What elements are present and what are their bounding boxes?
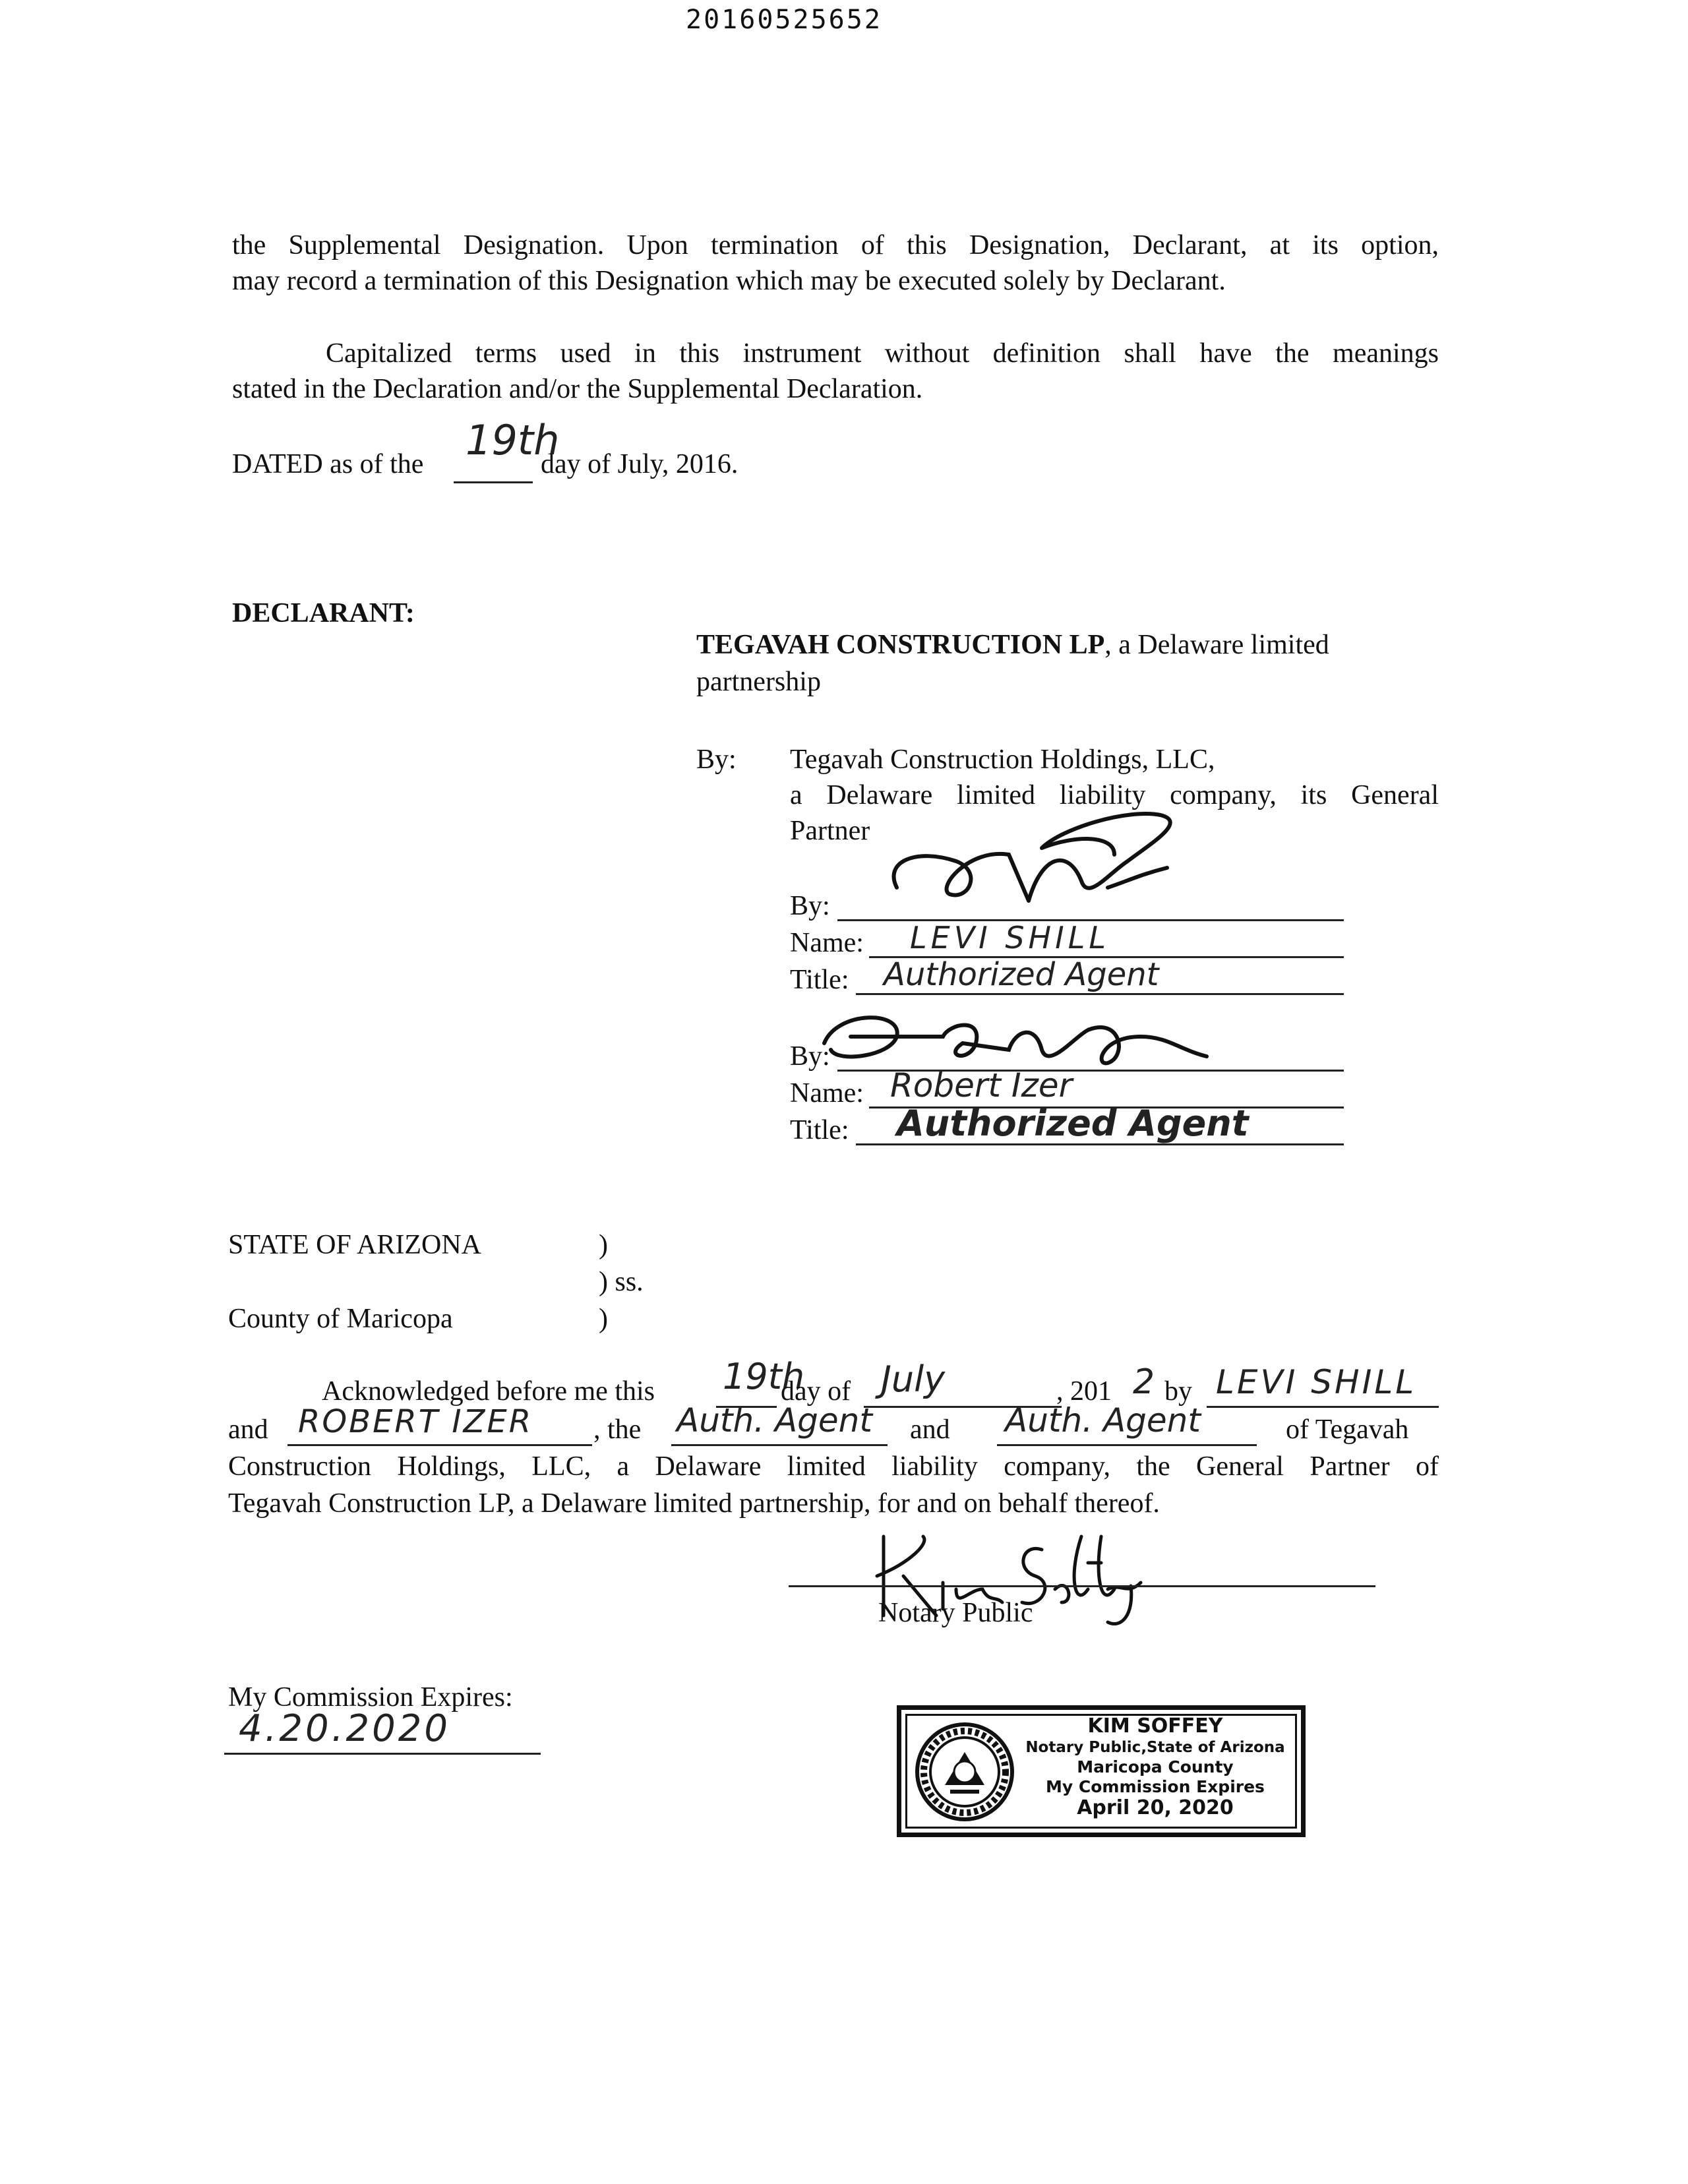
ack-prefix: Acknowledged before me this bbox=[322, 1376, 655, 1407]
stamp-line: Notary Public,State of Arizona bbox=[1025, 1739, 1285, 1756]
signer2-title-label: Title: bbox=[790, 1115, 849, 1145]
ack-and: and bbox=[228, 1414, 268, 1445]
dated-day-handwritten: 19th bbox=[466, 416, 560, 464]
signer1-title-label: Title: bbox=[790, 965, 849, 995]
ack-day-handwritten: 19th bbox=[723, 1356, 805, 1397]
ack-line: Construction Holdings, LLC, a Delaware limited liability company, the General Partner of bbox=[228, 1451, 1439, 1482]
notary-stamp bbox=[897, 1705, 1306, 1837]
ack-by: by bbox=[1164, 1376, 1192, 1407]
ack-line: Tegavah Construction LP, a Delaware limited partnership, for and on behalf thereof. bbox=[228, 1488, 1160, 1519]
signer1-name-label: Name: bbox=[790, 928, 864, 958]
gp-line: Tegavah Construction Holdings, LLC, bbox=[790, 744, 1215, 775]
signer2-by-label: By: bbox=[790, 1041, 830, 1072]
commission-line bbox=[224, 1753, 541, 1755]
entity-desc-2: partnership bbox=[696, 667, 821, 697]
signer1-by-label: By: bbox=[790, 891, 830, 921]
venue-paren: ) bbox=[599, 1230, 608, 1260]
title-line bbox=[856, 993, 1344, 995]
ack-name2-blank bbox=[287, 1444, 592, 1446]
commission-label: My Commission Expires: bbox=[228, 1682, 513, 1713]
stamp-line: My Commission Expires bbox=[1046, 1777, 1265, 1796]
signer2-title-handwritten: Authorized Agent bbox=[897, 1103, 1249, 1144]
dated-suffix: day of July, 2016. bbox=[541, 449, 738, 479]
signature-1-image bbox=[877, 808, 1193, 921]
ack-name2-handwritten: ROBERT IZER bbox=[298, 1403, 533, 1440]
ack-day-of: day of bbox=[781, 1376, 851, 1407]
dated-day-blank bbox=[454, 481, 533, 483]
ack-and2: and bbox=[910, 1414, 950, 1445]
by-label: By: bbox=[696, 744, 737, 775]
paragraph-line: Capitalized terms used in this instrument without definition shall have the meanings bbox=[326, 338, 1439, 369]
stamp-line: Maricopa County bbox=[1077, 1757, 1234, 1776]
stamp-text bbox=[1013, 1715, 1297, 1819]
paragraph-line: the Supplemental Designation. Upon termination of this Designation, Declarant, at its option, bbox=[232, 230, 1439, 260]
ack-month-handwritten: July bbox=[881, 1358, 946, 1400]
ack-title1-handwritten: Auth. Agent bbox=[677, 1401, 872, 1440]
commission-value-handwritten: 4.20.2020 bbox=[239, 1707, 451, 1750]
ack-name1-handwritten: LEVI SHILL bbox=[1216, 1363, 1417, 1401]
stamp-name: KIM SOFFEY bbox=[1087, 1714, 1223, 1738]
notary-signature-line bbox=[789, 1585, 1375, 1587]
stamp-line: April 20, 2020 bbox=[1077, 1796, 1234, 1819]
entity-name: TEGAVAH CONSTRUCTION LP bbox=[696, 630, 1105, 660]
venue-paren: ) bbox=[599, 1304, 608, 1334]
signer2-name-label: Name: bbox=[790, 1078, 864, 1108]
paragraph-line: stated in the Declaration and/or the Supplemental Declaration. bbox=[232, 374, 923, 404]
ack-title2-handwritten: Auth. Agent bbox=[1005, 1401, 1201, 1440]
paragraph-line: may record a termination of this Designation which may be executed solely by Declarant. bbox=[232, 266, 1226, 296]
gp-line: Partner bbox=[790, 816, 870, 846]
venue-ss: ) ss. bbox=[599, 1267, 644, 1297]
ack-year-handwritten: 2 bbox=[1133, 1362, 1155, 1402]
ack-name1-blank bbox=[1207, 1406, 1439, 1408]
notary-public-label: Notary Public bbox=[878, 1598, 1033, 1628]
dated-prefix: DATED as of the bbox=[232, 449, 424, 479]
record-number: 20160525652 bbox=[686, 5, 882, 35]
entity-line bbox=[696, 626, 1329, 663]
notary-seal-image bbox=[912, 1719, 1017, 1825]
gp-line: a Delaware limited liability company, its General bbox=[790, 780, 1439, 810]
venue-county: County of Maricopa bbox=[228, 1304, 453, 1334]
ack-the: , the bbox=[593, 1414, 642, 1445]
venue-state: STATE OF ARIZONA bbox=[228, 1230, 481, 1260]
signer1-title-handwritten: Authorized Agent bbox=[884, 956, 1159, 993]
declarant-label: DECLARANT: bbox=[232, 598, 415, 628]
entity-desc: , a Delaware limited bbox=[1104, 630, 1329, 660]
ack-year-prefix: , 201 bbox=[1056, 1376, 1112, 1407]
ack-title2-blank bbox=[997, 1444, 1257, 1446]
ack-title1-blank bbox=[671, 1444, 888, 1446]
ack-of: of Tegavah bbox=[1286, 1414, 1409, 1445]
signer1-name-handwritten: LEVI SHILL bbox=[910, 920, 1110, 956]
signer2-name-handwritten: Robert Izer bbox=[890, 1066, 1073, 1105]
